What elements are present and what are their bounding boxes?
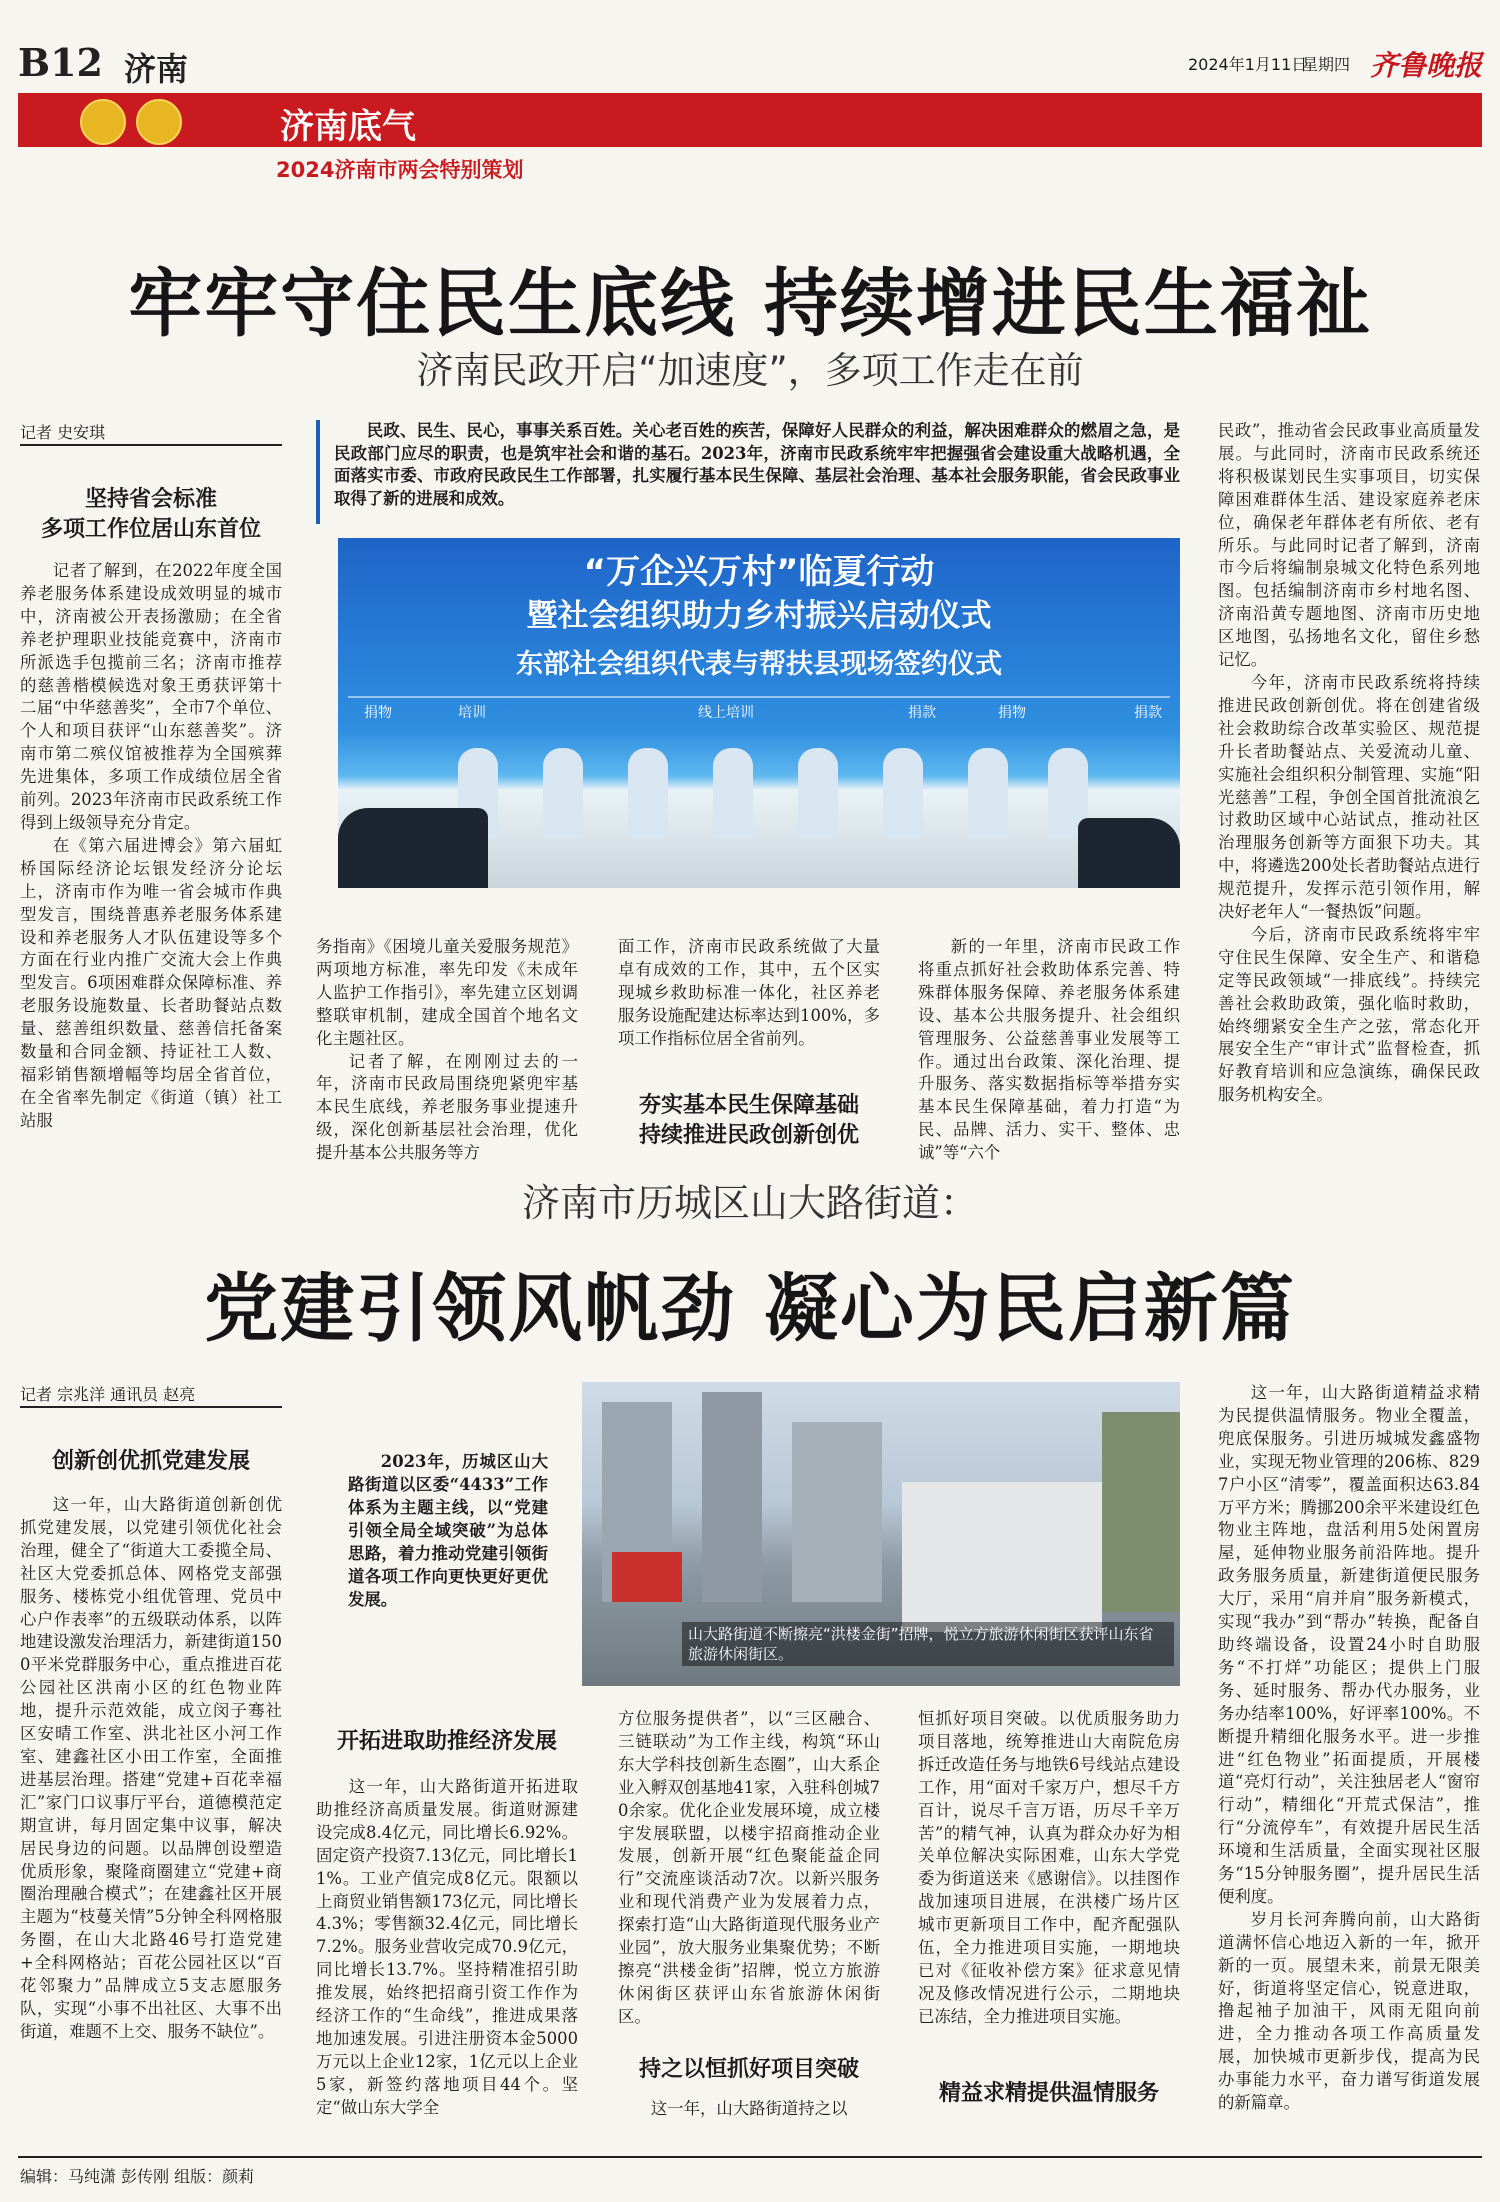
- story2-subhead-3: 持之以恒抓好项目突破: [638, 2056, 859, 2082]
- story2-headline: 党建引领风帆劲 凝心为民启新篇: [204, 1266, 1296, 1352]
- story1-column-5: 民政”，推动省会民政事业高质量发展。与此同时，济南市民政系统还将积极谋划民生实事项目，切实保障困难群体生活、建设家庭养老床位，确保老年群体老有所依、老有所乐。与此同时记者了解到，济南市今后将编制泉城文化特色系列地图。包括编制济南市乡村地名图、济南沿黄专题地图、济南市历史地区地图，弘扬地名文化，留住乡愁记忆。 今年，济南市民政系统将持续推进民政创新创优。将在创建省级社会救助综合改革实验区、规范提升长者助餐站点、关爱流动儿童、实施社会组织积分制管理、实施“阳光慈善”工程，争创全国首批流浪乞讨救助区域中心站试点，推动社区治理服务创新等方面狠下功夫。其中，将遴选200处长者助餐站点进行规范提升，发挥示范引领作用，解决好老年人“一餐热饭”问题。 今后，济南市民政系统将牢牢守住民生保障、安全生产、和谐稳定等民政领域“一排底线”。持续完善社会救助政策，强化临时救助，始终绷紧安全生产之弦，常态化开展安全生产“审计式”监督检查，抓好教育培训和应急演练，确保民政服务机构安全。: [1218, 421, 1480, 1105]
- newspaper-logo: 齐鲁晚报: [1370, 49, 1483, 82]
- story1-lead: 民政、民生、民心，事事关系百姓。关心老百姓的疾苦，保障好人民群众的利益，解决困难群众的燃眉之急，是民政部门应尽的职责，也是筑牢社会和谐的基石。2023年，济南市民政系统牢牢把握强省会建设重大战略机遇，全面落实市委、市政府民政民生工作部署，扎实履行基本民生保障、基层社会治理、基本社会服务职能，省会民政事业取得了新的进展和成效。: [334, 421, 1180, 508]
- issue-weekday: 星期四: [1302, 55, 1351, 74]
- stage-people: [458, 738, 1078, 858]
- page-code: B12: [18, 40, 103, 85]
- story2-column-2: 这一年，山大路街道开拓进取助推经济高质量发展。街道财源建设完成8.4亿元，同比增长6.92%。固定资产投资7.13亿元，同比增长11%。工业产值完成8亿元。限额以上商贸业销售额173亿元，同比增长4.3%；零售额32.4亿元，同比增长7.2%。服务业营收完成70.9亿元，同比增长13.7%。坚持精准招引助推发展，始终把招商引资工作作为经济工作的“生命线”，推进成果落地加速发展。引进注册资本金5000万元以上企业12家，1亿元以上企业5家，新签约落地项目44个。坚定“做山东大学全: [316, 1777, 578, 2117]
- story2-lead: 2023年，历城区山大路街道以区委“4433”工作体系为主题主线，以“党建引领全局全域突破”为总体思路，着力推动党建引领街道各项工作向更快更好更优发展。: [348, 1452, 548, 1609]
- story2-photo-caption: 山大路街道不断擦亮“洪楼金街”招牌，悦立方旅游休闲街区获评山东省旅游休闲街区。: [682, 1622, 1174, 1666]
- story2-subhead-4: 精益求精提供温情服务: [938, 2080, 1159, 2106]
- photo-title-1: “万企兴万村”临夏行动: [583, 552, 935, 592]
- emblem-icon: [80, 99, 126, 145]
- camera-silhouette: [338, 808, 488, 888]
- photo-tag: 捐物: [364, 705, 392, 721]
- photo-tag: 捐款: [908, 705, 936, 721]
- story2-column-3-tail: 这一年，山大路街道持之以: [650, 2099, 848, 2118]
- camera-silhouette: [1078, 818, 1180, 888]
- story2-photo: [582, 1382, 1180, 1686]
- photo-title-2: 暨社会组织助力乡村振兴启动仪式: [526, 598, 992, 634]
- story1-subhead: 济南民政开启“加速度”，多项工作走在前: [416, 349, 1084, 392]
- banner-special: 2024济南市两会特别策划: [276, 158, 524, 182]
- page-header: [0, 0, 1500, 92]
- story1-column-3: 面工作，济南市民政系统做了大量卓有成效的工作，其中，五个区实现城乡救助标准一体化，社区养老服务设施配建达标率达到100%，多项工作指标位居全省前列。: [618, 937, 880, 1048]
- story1-subhead-1: 坚持省会标准 多项工作位居山东首位: [40, 486, 261, 542]
- story1-column-1: 记者了解到，在2022年度全国养老服务体系建设成效明显的城市中，济南被公开表扬激励；在全省养老护理职业技能竞赛中，济南市所派选手包揽前三名；济南市推荐的慈善楷模候选对象王勇获评第十二届“中华慈善奖”，全市7个单位、个人和项目获评“山东慈善奖”。济南市第二殡仪馆被推荐为全国殡葬先进集体，多项工作成绩位居全省前列。2023年济南市民政系统工作得到上级领导充分肯定。 在《第六届进博会》第六届虹桥国际经济论坛银发经济分论坛上，济南市作为唯一省会城市作典型发言，围绕普惠养老服务体系建设和养老服务人才队伍建设等多个方面在行业内推广交流大会上作典型发言。6项困难群众保障标准、养老服务设施数量、长者助餐站点数量、慈善组织数量、慈善信托备案数量和合同金额、持证社工人数、福彩销售额增幅等均居全省首位，在全省率先制定《街道（镇）社工站服: [20, 561, 282, 1130]
- story2-column-4: 恒抓好项目突破。以优质服务助力项目落地，统筹推进山大南院危房拆迁改造任务与地铁6号线站点建设工作，用“面对千家万户，想尽千方百计，说尽千言万语，历尽千辛万苦”的精气神，认真为群众办好为相关单位解决实际困难，山东大学党委为街道送来《感谢信》。以挂图作战加速项目进展，在洪楼广场片区城市更新项目工作中，配齐配强队伍，全力推进项目实施，一期地块已对《征收补偿方案》征求意见情况及修改情况进行公示，二期地块已冻结，全力推进项目实施。: [918, 1709, 1180, 2026]
- photo-tag: 捐物: [998, 705, 1026, 721]
- story1-byline: 记者 史安琪: [20, 423, 106, 442]
- story2-subhead-2: 开拓进取助推经济发展: [336, 1728, 557, 1754]
- footer-editors: 编辑：马纯潇 彭传刚 组版：颜莉: [20, 2167, 255, 2186]
- banner-column: 济南底气: [280, 107, 416, 147]
- section-name: 济南: [124, 50, 189, 88]
- photo-tag: 线上培训: [698, 705, 754, 721]
- story2-kicker: 济南市历城区山大路街道：: [521, 1181, 978, 1225]
- photo-title-3: 东部社会组织代表与帮扶县现场签约仪式: [516, 649, 1002, 680]
- story2-column-3: 方位服务提供者”，以“三区融合、三链联动”为工作主线，构筑“环山东大学科技创新生态圈”，山大系企业入孵双创基地41家，入驻科创城70余家。优化企业发展环境，成立楼宇发展联盟，以楼宇招商推动企业发展，创新开展“红色聚能益企同行”交流座谈活动7次。以新兴服务业和现代消费产业为发展着力点，探索打造“山大路街道现代服务业产业园”，放大服务业集聚优势；不断擦亮“洪楼金街”招牌，悦立方旅游休闲街区获评山东省旅游休闲街区。: [618, 1709, 880, 2026]
- story1-photo: [338, 538, 1180, 888]
- story2-column-5: 这一年，山大路街道精益求精为民提供温情服务。物业全覆盖，兜底保服务。引进历城城发鑫盛物业，实现无物业管理的206栋、8297户小区“清零”，覆盖面积达63.84万平方米；腾挪200余平米建设红色物业主阵地，盘活利用5处闲置房屋，延伸物业服务前沿阵地。提升政务服务质量，新建街道便民服务大厅，采用“肩并肩”服务新模式，实现“我办”到“帮办”转换，配备自助终端设备，设置24小时自助服务“不打烊”功能区；提供上门服务、延时服务、帮办代办服务，业务办结率100%，好评率100%。不断提升精细化服务水平。进一步推进“红色物业”拓面提质，开展楼道“亮灯行动”，关注独居老人“窗帘行动”，精细化“开荒式保洁”，推行“分流停车”，有效提升居民生活环境和生活质量，全面实现社区服务“15分钟服务圈”，提升居民生活便利度。 岁月长河奔腾向前，山大路街道满怀信心地迈入新的一年，掀开新的一页。展望未来，前景无限美好，街道将坚定信心，锐意进取，撸起袖子加油干，风雨无阻向前进，全力推动各项工作高质量发展，加快城市更新步伐，提高为民办事能力水平，奋力谱写街道发展的新篇章。: [1218, 1383, 1480, 2113]
- story1-headline: 牢牢守住民生底线 持续增进民生福祉: [128, 261, 1372, 347]
- banner-bar: [18, 93, 1482, 147]
- story2-byline: 记者 宗兆洋 通讯员 赵亮: [20, 1385, 196, 1404]
- photo-tag: 培训: [458, 705, 486, 721]
- photo-tag: 捐款: [1134, 705, 1162, 721]
- story1-subhead-2: 夯实基本民生保障基础 持续推进民政创新创优: [638, 1092, 859, 1148]
- story2-subhead-1: 创新创优抓党建发展: [51, 1448, 250, 1474]
- story2-column-1: 这一年，山大路街道创新创优抓党建发展，以党建引领优化社会治理，健全了“街道大工委揽全局、社区大党委抓总体、网格党支部强服务、楼栋党小组优管理、党员中心户作表率”的五级联动体系，以阵地建设激发治理活力，新建街道1500平米党群服务中心，重点推进百花公园社区洪南小区的红色物业阵地，提升示范效能，成立闵子骞社区安晴工作室、洪北社区小河工作室、建鑫社区小田工作室，全面推进基层治理。搭建“党建+百花幸福汇”家门口议事厅平台，道德模范定期宣讲，每月固定集中议事，解决居民身边的问题。以品牌创设塑造优质形象，聚隆商圈建立“党建+商圈治理融合模式”；在建鑫社区开展主题为“枝蔓关情”5分钟全科网格服务圈，在山大北路46号打造党建+全科网格站；百花公园社区以“百花邻聚力”品牌成立5支志愿服务队，实现“小事不出社区、大事不出街道，难题不上交、服务不缺位”。: [20, 1495, 282, 2041]
- issue-date: 2024年1月11日: [1188, 55, 1308, 74]
- story1-column-4: 新的一年里，济南市民政工作将重点抓好社会救助体系完善、特殊群体服务保障、养老服务体系建设、基本公共服务提升、社会组织管理服务、公益慈善事业发展等工作。通过出台政策、深化治理、提升服务、落实数据指标等举措夯实基本民生保障基础，着力打造“为民、品牌、活力、实干、整体、忠诚”等“六个: [918, 937, 1180, 1163]
- emblem-icon: [136, 99, 182, 145]
- story1-column-2: 务指南》《困境儿童关爱服务规范》两项地方标准，率先印发《未成年人监护工作指引》，率先建立区划调整联审机制，建成全国首个地名文化主题社区。 记者了解，在刚刚过去的一年，济南市民政局围绕兜紧兜牢基本民生底线，养老服务事业提速升级，深化创新基层社会治理，优化提升基本公共服务等方: [316, 937, 578, 1163]
